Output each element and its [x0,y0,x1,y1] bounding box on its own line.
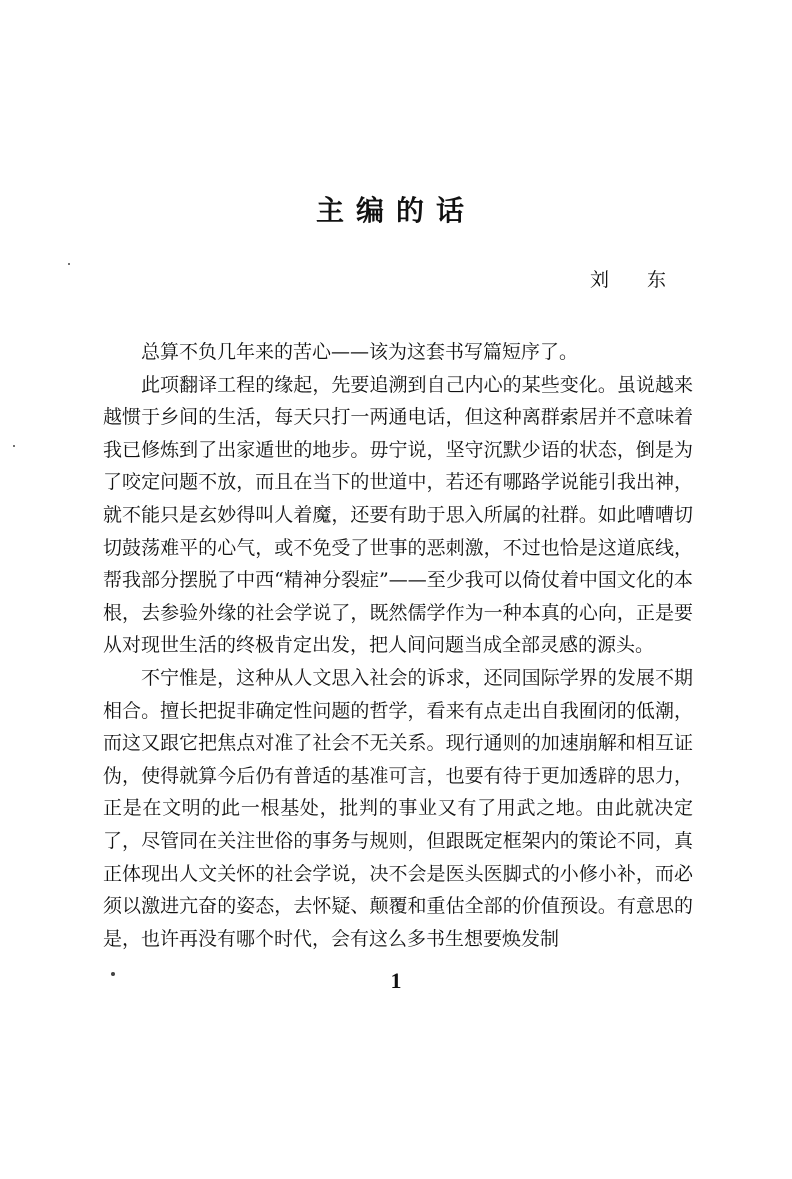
scan-speck [13,445,15,447]
paragraph-3: 不宁惟是，这种从人文思入社会的诉求，还同国际学界的发展不期相合。擅长把捉非确定性问题的哲学，看来有点走出自我囿闭的低潮，而这又跟它把焦点对准了社会不无关系。现行通则的加速崩解和相互证伪，使得就算今后仍有普适的基准可言，也要有待于更加透辟的思力，正是在文明的此一根基处，批判的事业又有了用武之地。由此就决定了，尽管同在关注世俗的事务与规则，但跟既定框架内的策论不同，真正体现出人文关怀的社会学说，决不会是医头医脚式的小修小补，而必须以激进亢奋的姿态，去怀疑、颠覆和重估全部的价值预设。有意思的是，也许再没有哪个时代，会有这么多书生想要焕发制 [103,666,693,950]
paragraph-2: 此项翻译工程的缘起，先要追溯到自己内心的某些变化。虽说越来越惯于乡间的生活，每天只打一两通电话，但这种离群索居并不意味着我已修炼到了出家遁世的地步。毋宁说，坚守沉默少语的状态，倒是为了咬定问题不放，而且在当下的世道中，若还有哪路学说能引我出神，就不能只是玄妙得叫人着魔，还要有助于思入所属的社群。如此嘈嘈切切鼓荡难平的心气，或不免受了世事的恶刺激，不过也恰是这道底线，帮我部分摆脱了中西“精神分裂症”——至少我可以倚仗着中国文化的本根，去参验外缘的社会学说了，既然儒学作为一种本真的心向，正是要从对现世生活的终极肯定出发，把人间问题当成全部灵感的源头。 [103,373,693,657]
page-title: 主编的话 [315,194,476,227]
scan-speck [68,263,70,265]
paragraph-1: 总算不负几年来的苦心——该为这套书写篇短序了。 [141,341,579,363]
body-text [103,336,693,955]
author-name: 刘 东 [590,269,683,291]
page-number: 1 [390,968,402,993]
scan-speck [111,972,115,976]
